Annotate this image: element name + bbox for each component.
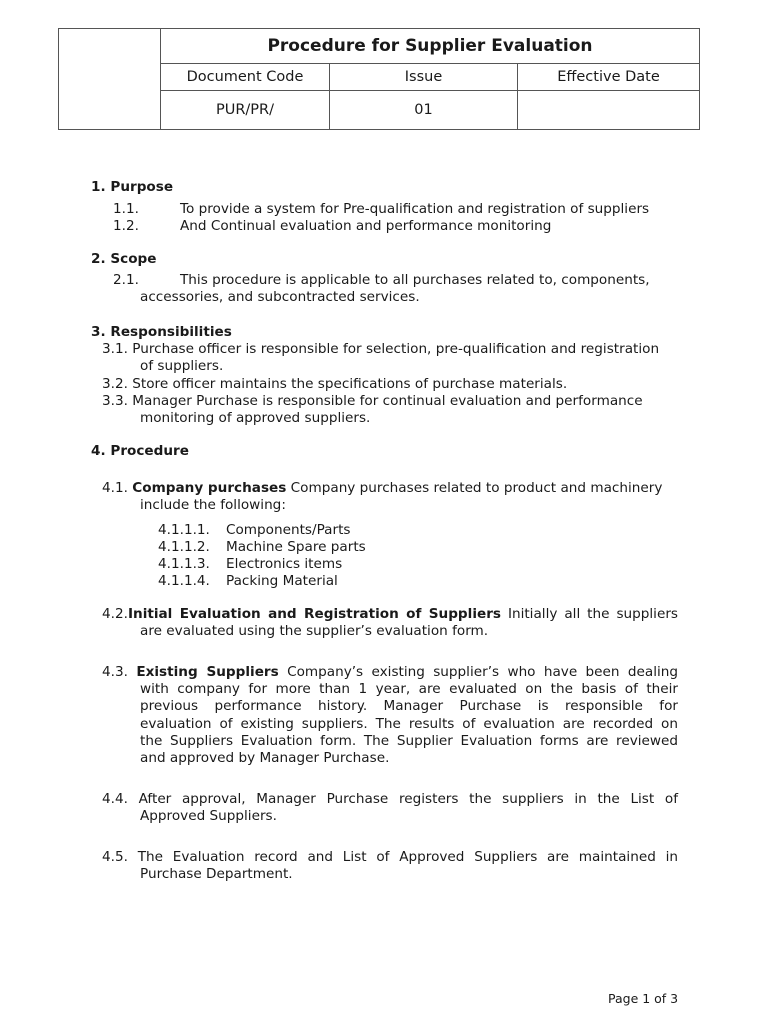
item-text: 3.2. Store officer maintains the specifications of purchase materials. xyxy=(102,376,568,392)
section-responsibilities-heading: 3. Responsibilities xyxy=(91,324,232,340)
item-number: 1.2. xyxy=(113,218,139,234)
issue-value: 01 xyxy=(330,91,518,129)
item-text: And Continual evaluation and performance monitoring xyxy=(180,218,552,234)
sub-item-number: 4.1.1.1. xyxy=(158,522,210,538)
document-code-label: Document Code xyxy=(161,64,330,90)
item-text-continued: evaluation of existing suppliers. The results of evaluation are recorded on xyxy=(140,716,678,732)
item-text: 3.1. Purchase officer is responsible for selection, pre-qualification and registration xyxy=(102,341,660,357)
item-bold-lead: Initial Evaluation and Registration of Suppliers xyxy=(127,606,501,622)
item-text-continued: accessories, and subcontracted services. xyxy=(140,289,420,305)
sub-item-text: Electronics items xyxy=(226,556,343,572)
paragraph-4-5: 4.5. The Evaluation record and List of Approved Suppliers are maintained in xyxy=(102,849,678,865)
item-number: 2.1. xyxy=(113,272,139,288)
item-text: Initially all the suppliers xyxy=(501,606,678,622)
header-values-row xyxy=(161,91,699,129)
sub-item-number: 4.1.1.4. xyxy=(158,573,210,589)
paragraph-4-2 xyxy=(102,606,678,623)
effective-date-label: Effective Date xyxy=(557,69,660,85)
item-bold-lead: Existing Suppliers xyxy=(136,664,279,680)
page-number: Page 1 of 3 xyxy=(608,991,679,1006)
item-bold-lead: Company purchases xyxy=(132,480,287,496)
sub-item-text: Packing Material xyxy=(226,573,338,589)
item-number: 4.1. xyxy=(102,480,128,496)
paragraph-4-3 xyxy=(102,664,678,681)
item-text: 3.3. Manager Purchase is responsible for continual evaluation and performance xyxy=(102,393,643,409)
item-text-continued: with company for more than 1 year, are evaluated on the basis of their xyxy=(140,681,678,697)
item-text-continued: and approved by Manager Purchase. xyxy=(140,750,390,766)
item-text: Company’s existing supplier’s who have been dealing xyxy=(278,664,678,680)
paragraph-4-1 xyxy=(102,480,662,497)
sub-item-number: 4.1.1.3. xyxy=(158,556,210,572)
item-number: 4.2. xyxy=(102,606,128,622)
section-procedure-heading: 4. Procedure xyxy=(91,443,189,459)
item-number: 4.3. xyxy=(102,664,128,680)
item-text-continued: Approved Suppliers. xyxy=(140,808,277,824)
item-text-continued: previous performance history. Manager Purchase is responsible for xyxy=(140,698,678,714)
item-text-continued: Purchase Department. xyxy=(140,866,293,882)
item-text-continued: the Suppliers Evaluation form. The Supplier Evaluation forms are reviewed xyxy=(140,733,678,749)
document-title: Procedure for Supplier Evaluation xyxy=(161,29,699,64)
logo-cell xyxy=(59,29,161,129)
sub-item-text: Machine Spare parts xyxy=(226,539,366,555)
item-text-continued: of suppliers. xyxy=(140,358,224,374)
item-text: This procedure is applicable to all purchases related to, components, xyxy=(180,272,650,288)
effective-date-value xyxy=(518,91,699,129)
section-purpose-heading: 1. Purpose xyxy=(91,179,174,195)
item-number: 1.1. xyxy=(113,201,139,217)
item-text: To provide a system for Pre-qualification and registration of suppliers xyxy=(180,201,650,217)
item-text-continued: monitoring of approved suppliers. xyxy=(140,410,371,426)
header-labels-row xyxy=(161,64,699,91)
paragraph-4-4: 4.4. After approval, Manager Purchase registers the suppliers in the List of xyxy=(102,791,678,807)
issue-label: Issue xyxy=(330,64,518,90)
document-code-value: PUR/PR/ xyxy=(161,91,330,129)
item-text: Company purchases related to product and machinery xyxy=(286,480,663,496)
item-text-continued: include the following: xyxy=(140,497,286,513)
sub-item-text: Components/Parts xyxy=(226,522,351,538)
document-header-table xyxy=(58,28,700,130)
sub-item-number: 4.1.1.2. xyxy=(158,539,210,555)
section-scope-heading: 2. Scope xyxy=(91,251,157,267)
item-text-continued: are evaluated using the supplier’s evaluation form. xyxy=(140,623,489,639)
